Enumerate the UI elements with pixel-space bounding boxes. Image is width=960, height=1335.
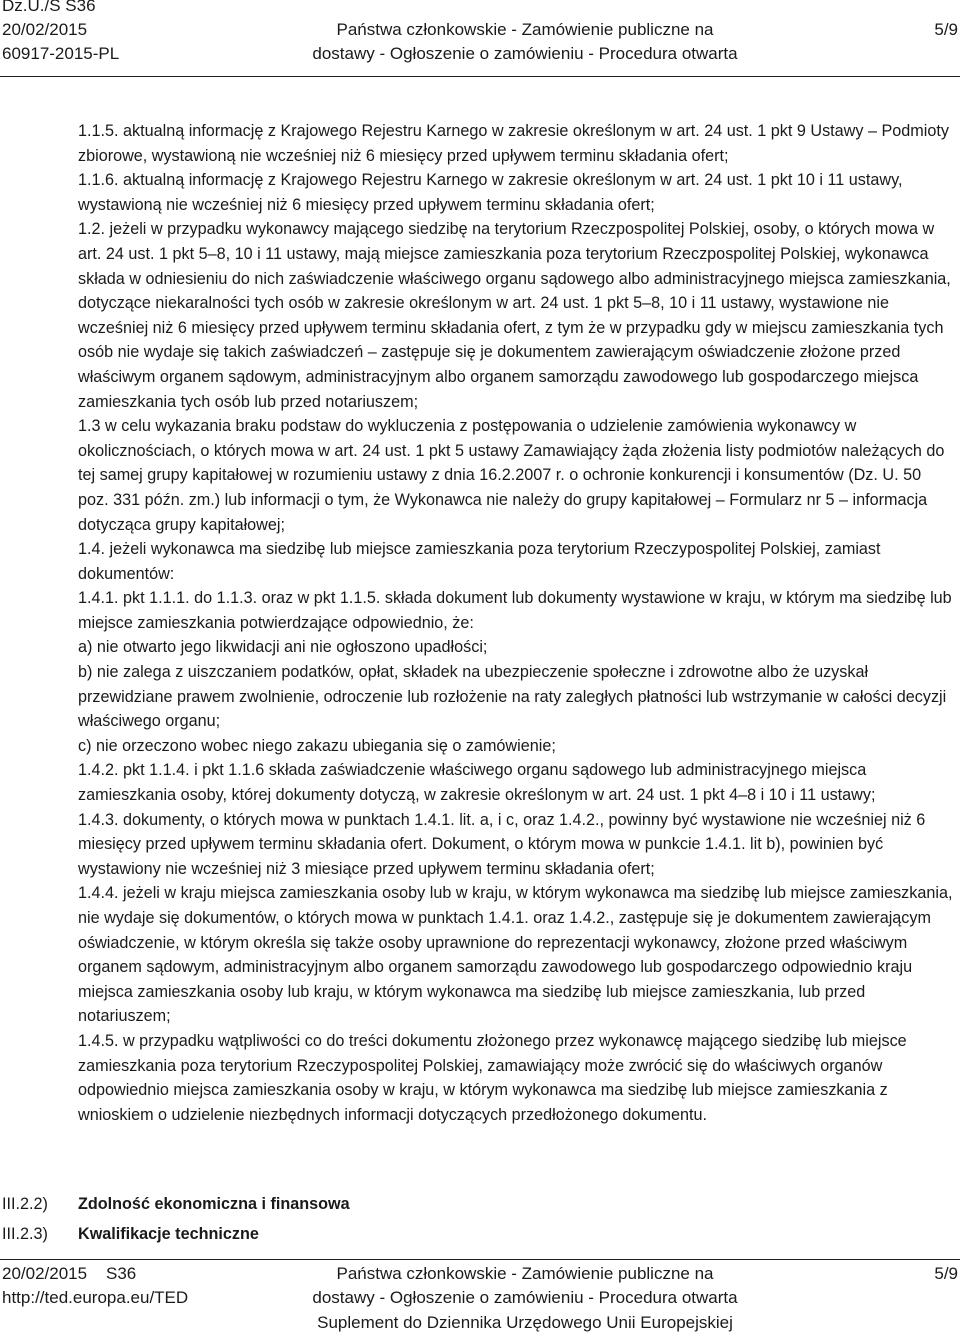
section-number: III.2.2) xyxy=(2,1195,48,1213)
footer-divider xyxy=(0,1259,960,1260)
header-divider xyxy=(0,76,960,77)
paragraph: 1.2. jeżeli w przypadku wykonawcy mającego siedzibę na terytorium Rzeczpospolitej Polskiej, osoby, o których mowa w art. 24 ust. 1 pkt 5–8, 10 i 11 ustawy, mają miejsce zamieszkania poza terytorium Rzeczpospolitej Polskiej, wykonawca składa w odniesieniu do nich zaświadczenie właściwego organu sądowego albo administracyjnego miejsca zamieszkania, dotyczące niekaralności tych osób w zakresie określonym w art. 24 ust. 1 pkt 5–8, 10 i 11 ustawy, wystawione nie wcześniej niż 6 miesięcy przed upływem terminu składania ofert, z tym że w przypadku gdy w miejscu zamieszkania tych osób nie wydaje się takich zaświadczeń – zastępuje się je dokumentem zawierającym oświadczenie złożone przed właściwym organem sądowym, administracyjnym albo organem samorządu zawodowego lub gospodarczego miejsca zamieszkania tych osób lub przed notariuszem; xyxy=(78,220,951,411)
paragraph: 1.4.3. dokumenty, o których mowa w punktach 1.4.1. lit. a, i c, oraz 1.4.2., powinny być wystawione nie wcześniej niż 6 miesięcy przed upływem terminu składania ofert. Dokument, o którym mowa w punkcie 1.4.1. lit b), powinien być wystawiony nie wcześniej niż 3 miesiące przed upływem terminu składania ofert; xyxy=(78,810,926,878)
paragraph: 1.3 w celu wykazania braku podstaw do wykluczenia z postępowania o udzielenie zamówienia wykonawcy w okolicznościach, o których mowa w art. 24 ust. 1 pkt 5 ustawy Zamawiający żąda złożenia listy podmiotów należących do tej samej grupy kapitałowej w rozumieniu ustawy z dnia 16.2.2007 r. o ochronie konkurencji i konsumentów (Dz. U. 50 poz. 331 późn. zm.) lub informacji o tym, że Wykonawca nie należy do grupy kapitałowej – Formularz nr 5 – informacja dotycząca grupy kapitałowej; xyxy=(78,417,945,534)
footer-journal: S36 xyxy=(106,1264,137,1283)
footer-url-link[interactable]: http://ted.europa.eu/TED xyxy=(2,1288,189,1307)
header-left xyxy=(2,0,119,66)
header-title-line1: Państwa członkowskie - Zamówienie publiczne na xyxy=(336,20,714,39)
paragraph: b) nie zalega z uiszczaniem podatków, opłat, składek na ubezpieczenie społeczne i zdrowotne albo że uzyskał przewidziane prawem zwolnienie, odroczenie lub rozłożenie na raty zaległych płatności lub wstrzymanie w całości decyzji właściwego organu; xyxy=(78,663,947,731)
paragraph: 1.4.4. jeżeli w kraju miejsca zamieszkania osoby lub w kraju, w którym wykonawca ma siedzibę lub miejsce zamieszkania, nie wydaje się dokumentów, o których mowa w punktach 1.4.1. oraz 1.4.2., zastępuje się je dokumentem zawierającym oświadczenie, w którym określa się także osoby uprawnione do reprezentacji wykonawcy, złożone przed właściwym organem sądowym, administracyjnym albo organem samorządu zawodowego lub gospodarczego odpowiednio kraju miejsca zamieszkania osoby lub kraju, w którym wykonawca ma siedzibę lub miejsce zamieszkania, lub przed notariuszem; xyxy=(78,884,953,1026)
footer-title-line1: Państwa członkowskie - Zamówienie publiczne na xyxy=(336,1264,714,1283)
section-row xyxy=(0,1221,960,1247)
paragraph: 1.4. jeżeli wykonawca ma siedzibę lub miejsce zamieszkania poza terytorium Rzeczypospolitej Polskiej, zamiast dokumentów: xyxy=(78,540,881,583)
footer-page-number: 5/9 xyxy=(934,1264,958,1283)
section-number: III.2.3) xyxy=(2,1225,48,1243)
paragraph: c) nie orzeczono wobec niego zakazu ubiegania się o zamówienie; xyxy=(78,736,556,755)
footer-left xyxy=(2,1262,188,1310)
header-date: 20/02/2015 xyxy=(2,20,88,39)
paragraph: 1.1.6. aktualną informację z Krajowego Rejestru Karnego w zakresie określonym w art. 24 ust. 1 pkt 10 i 11 ustawy, wystawioną nie wcześniej niż 6 miesięcy przed upływem terminu składania ofert; xyxy=(78,171,903,214)
footer-title xyxy=(290,1262,760,1310)
paragraph: 1.1.5. aktualną informację z Krajowego Rejestru Karnego w zakresie określonym w art. 24 ust. 1 pkt 9 Ustawy – Podmioty zbiorowe, wystawioną nie wcześniej niż 6 miesięcy przed upływem terminu składania ofert; xyxy=(78,122,949,165)
document-body xyxy=(78,119,956,1127)
section-title: Kwalifikacje techniczne xyxy=(78,1225,259,1243)
header-title-line2: dostawy - Ogłoszenie o zamówieniu - Procedura otwarta xyxy=(312,44,738,63)
footer-date: 20/02/2015 xyxy=(2,1264,88,1283)
header-notice-id: 60917-2015-PL xyxy=(2,44,120,63)
section-title: Zdolność ekonomiczna i finansowa xyxy=(78,1195,350,1213)
paragraph: a) nie otwarto jego likwidacji ani nie ogłoszono upadłości; xyxy=(78,638,488,657)
paragraph: 1.4.2. pkt 1.1.4. i pkt 1.1.6 składa zaświadczenie właściwego organu sądowego lub administracyjnego miejsca zamieszkania osoby, której dokumenty dotyczą, w zakresie określonym w art. 24 ust. 1 pkt 4–8 i 10 i 11 ustawy; xyxy=(78,761,876,805)
footer-supplement: Suplement do Dziennika Urzędowego Unii Europejskiej xyxy=(317,1313,733,1332)
page-footer xyxy=(0,1262,960,1334)
section-row xyxy=(0,1191,960,1217)
header-page-number: 5/9 xyxy=(934,20,958,39)
header-journal: Dz.U./S S36 xyxy=(2,0,96,15)
header-title xyxy=(290,18,760,66)
footer-title-line2: dostawy - Ogłoszenie o zamówieniu - Procedura otwarta xyxy=(312,1288,738,1307)
paragraph: 1.4.5. w przypadku wątpliwości co do treści dokumentu złożonego przez wykonawcę mającego siedzibę lub miejsce zamieszkania poza terytorium Rzeczypospolitej Polskiej, zamawiający może zwrócić się do właściwych organów odpowiednio miejsca zamieszkania osoby w kraju, w którym wykonawca ma siedzibę lub miejsce zamieszkania z wnioskiem o udzielenie niezbędnych informacji dotyczących przedłożonego dokumentu. xyxy=(78,1031,907,1124)
page-header xyxy=(0,0,960,76)
paragraph: 1.4.1. pkt 1.1.1. do 1.1.3. oraz w pkt 1.1.5. składa dokument lub dokumenty wystawione w kraju, w którym ma siedzibę lub miejsce zamieszkania potwierdzające odpowiednio, że: xyxy=(78,589,952,632)
